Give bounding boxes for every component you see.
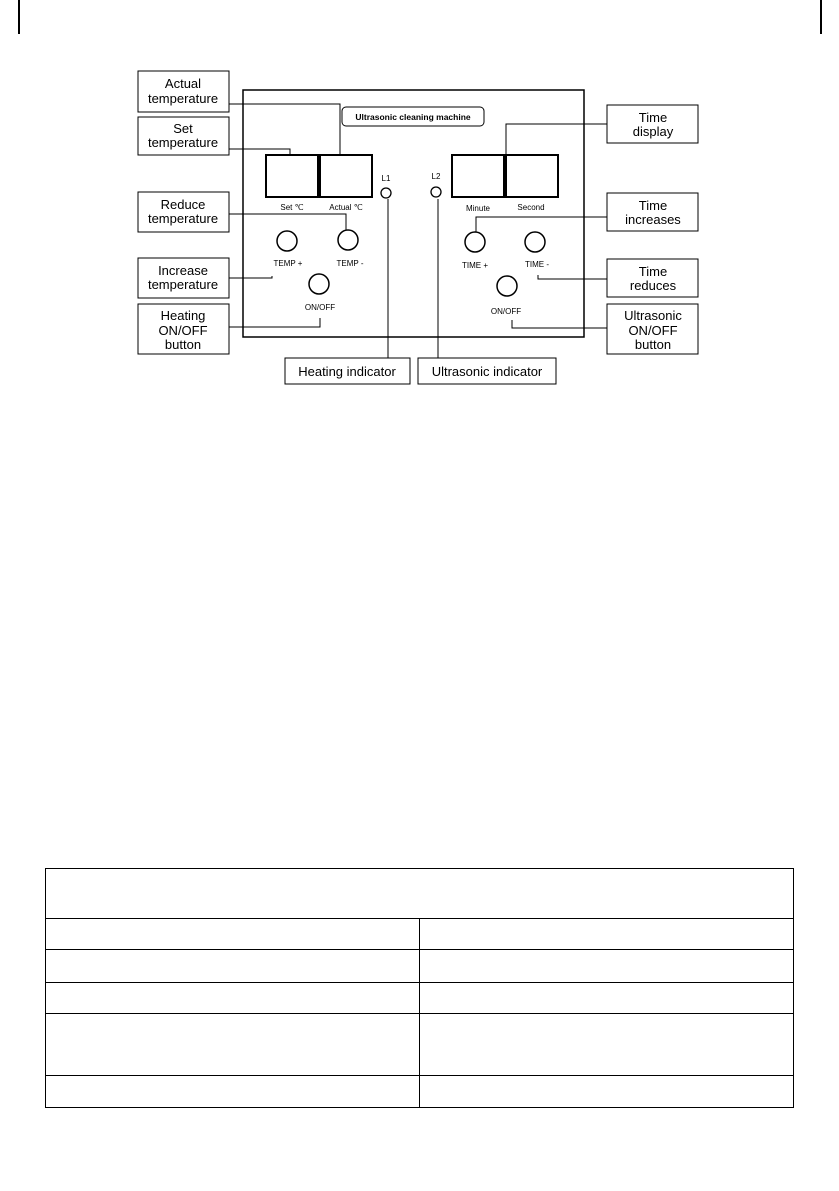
callout-time-reduces-line1: Time: [638, 264, 668, 279]
callout-increase-temperature-line2: temperature: [147, 277, 219, 292]
callout-time-display-line1: Time: [638, 110, 668, 125]
heating-on-off-button[interactable]: [309, 274, 329, 294]
callout-heating-button-line1: Heating: [160, 308, 206, 323]
specification-table: [45, 868, 794, 1108]
callout-heating-indicator-text: Heating indicator: [298, 364, 396, 379]
table-cell-label: [46, 950, 420, 983]
table-row: [46, 919, 794, 950]
time-minus-label: TIME -: [525, 260, 549, 269]
ultrasonic-on-off-button[interactable]: [497, 276, 517, 296]
callout-reduce-temperature: [138, 192, 229, 232]
callout-set-temperature-line1: Set: [173, 121, 193, 136]
callout-time-increases: [607, 193, 698, 231]
callout-set-temperature-line2: temperature: [147, 135, 219, 150]
table-cell-value: [420, 1014, 794, 1076]
callout-heating-button: [138, 304, 229, 354]
callout-ultrasonic-button-line2: ON/OFF: [628, 323, 678, 338]
callout-ultrasonic-indicator-text: Ultrasonic indicator: [431, 364, 543, 379]
table-row: [46, 950, 794, 983]
control-panel-diagram: [0, 0, 839, 400]
callout-time-reduces: [607, 259, 698, 297]
minute-display: [452, 155, 504, 197]
temp-plus-button[interactable]: [277, 231, 297, 251]
callout-time-reduces-line2: reduces: [629, 278, 677, 293]
callout-time-increases-line1: Time: [638, 198, 668, 213]
callout-heating-button-line3: button: [164, 337, 202, 352]
time-minus-button[interactable]: [525, 232, 545, 252]
callout-ultrasonic-button-line1: Ultrasonic: [624, 308, 682, 323]
callout-ultrasonic-button-line3: button: [634, 337, 672, 352]
table-header-row: [46, 869, 794, 919]
table-cell-value: [420, 950, 794, 983]
callout-time-display-line2: display: [632, 124, 674, 139]
callout-heating-button-line2: ON/OFF: [158, 323, 208, 338]
table-row: [46, 1014, 794, 1076]
callout-ultrasonic-indicator: [418, 358, 556, 384]
callout-time-increases-line2: increases: [625, 212, 681, 227]
set-temperature-display: [266, 155, 318, 197]
temp-minus-label: TEMP -: [336, 259, 364, 268]
actual-temperature-display: [320, 155, 372, 197]
time-plus-button[interactable]: [465, 232, 485, 252]
callout-increase-temperature-line1: Increase: [158, 263, 208, 278]
l1-label: L1: [381, 174, 391, 183]
second-label: Second: [517, 203, 545, 212]
svg-text:HeatingON/OFFbutton: [158, 308, 207, 352]
callout-actual-temperature-line2: temperature: [147, 91, 219, 106]
set-c-label: Set ℃: [280, 203, 304, 212]
table-cell-value: [420, 1076, 794, 1108]
on-off-left-label: ON/OFF: [304, 303, 336, 312]
callout-actual-temperature: [138, 71, 229, 112]
table-cell-label: [46, 1076, 420, 1108]
l2-label: L2: [431, 172, 441, 181]
temp-plus-label: TEMP +: [273, 259, 303, 268]
table-cell-value: [420, 983, 794, 1014]
on-off-right-label: ON/OFF: [490, 307, 522, 316]
table-row: [46, 1076, 794, 1108]
svg-text:Increasetemperature: [148, 263, 218, 292]
panel-title: Ultrasonic cleaning machine: [355, 112, 471, 122]
callout-actual-temperature-line1: Actual: [164, 76, 202, 91]
heating-indicator-led: [381, 188, 391, 198]
callout-increase-temperature: [138, 258, 229, 298]
actual-c-label: Actual ℃: [329, 203, 363, 212]
minute-label: Minute: [465, 204, 491, 213]
table-cell-label: [46, 919, 420, 950]
callout-set-temperature: [138, 117, 229, 155]
table-cell-label: [46, 983, 420, 1014]
temp-minus-button[interactable]: [338, 230, 358, 250]
table-cell-value: [420, 919, 794, 950]
table-row: [46, 983, 794, 1014]
second-display: [506, 155, 558, 197]
ultrasonic-indicator-led: [431, 187, 441, 197]
callout-ultrasonic-button: [607, 304, 698, 354]
time-plus-label: TIME +: [461, 261, 489, 270]
callout-reduce-temperature-line1: Reduce: [160, 197, 206, 212]
table-cell-label: [46, 1014, 420, 1076]
callout-time-display: [607, 105, 698, 143]
callout-heating-indicator: [285, 358, 410, 384]
callout-reduce-temperature-line2: temperature: [147, 211, 219, 226]
table-header-cell: [46, 869, 794, 919]
